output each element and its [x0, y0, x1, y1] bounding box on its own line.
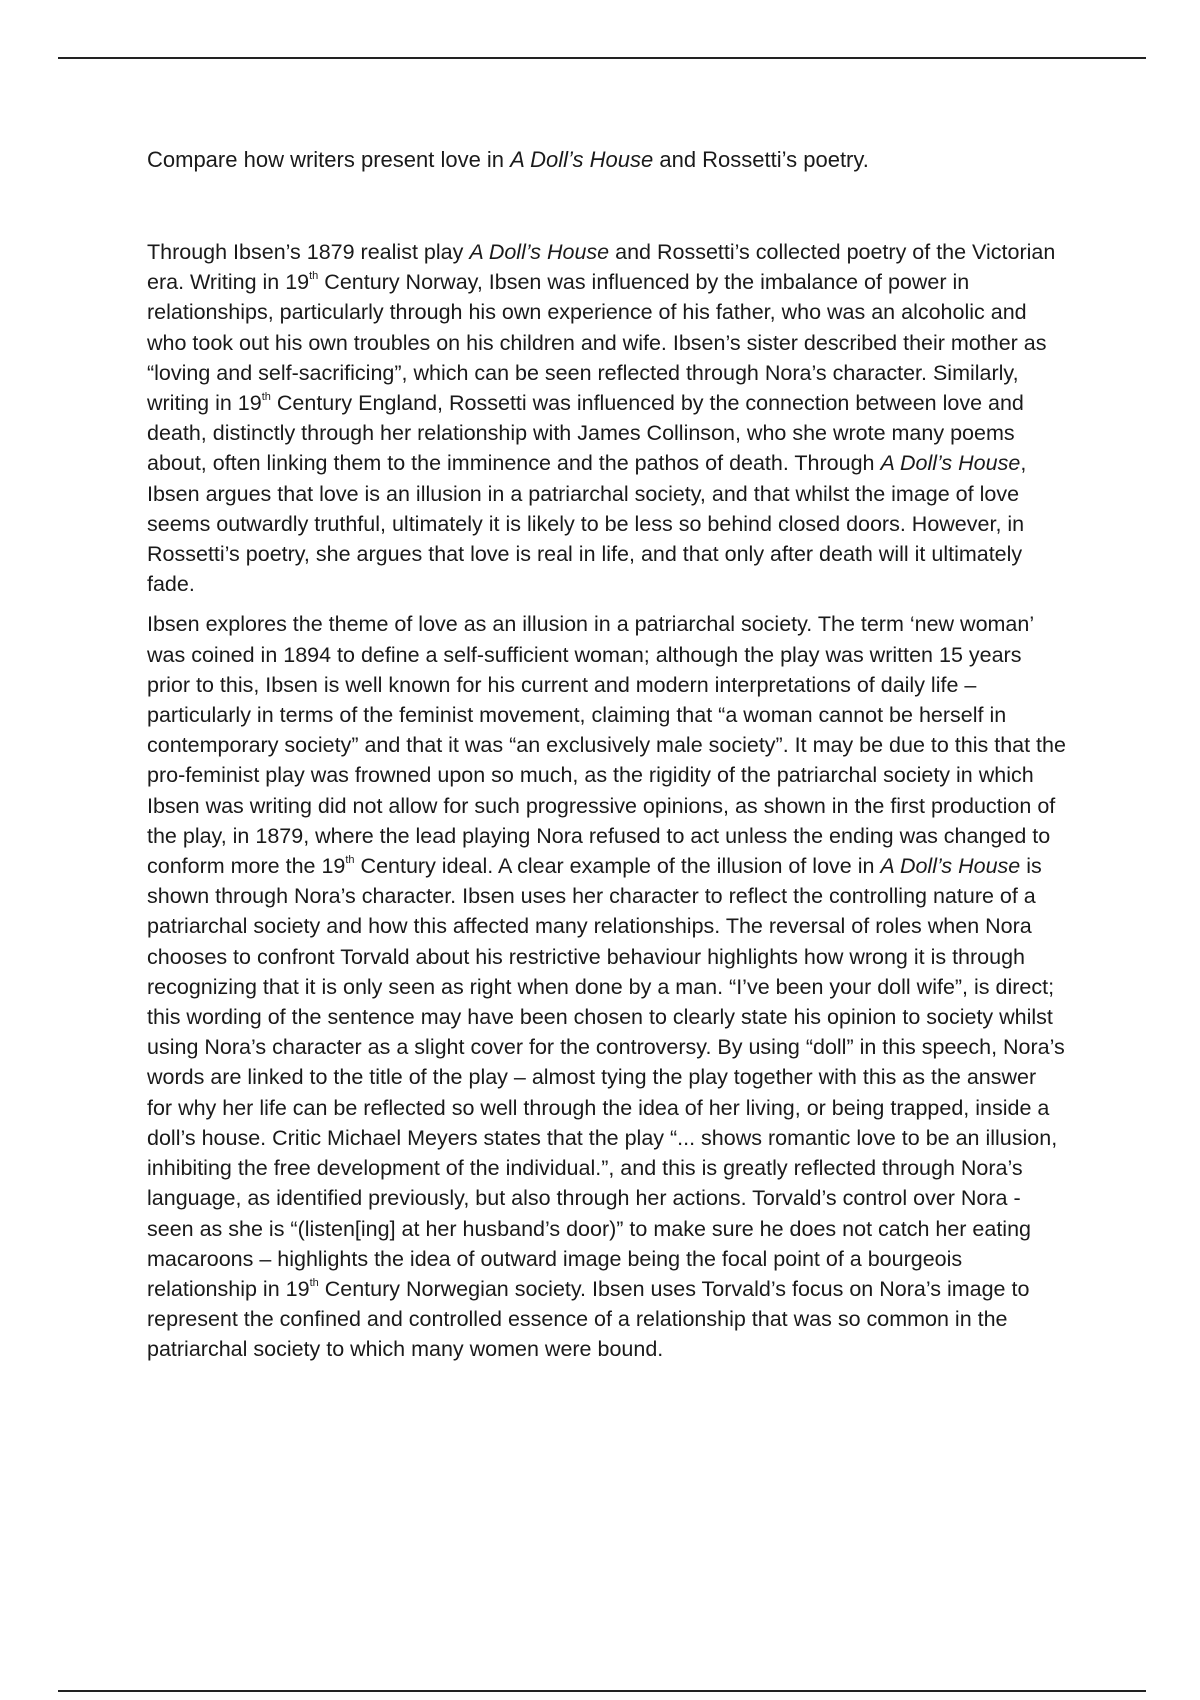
paragraph-text: Century Norway, Ibsen was influenced by the imbalance of power in relationships, particularly through his own experience of his father, who was an alcoholic and who took out his own troubles on his children and wife. Ibsen’s sister described their mother as “loving and self-sacrificing”, which can be seen reflected through Nora’s character. Similarly, writing in 19 [147, 270, 1047, 416]
header-rule [58, 57, 1146, 59]
document-body [147, 145, 1067, 1375]
paragraph-text: Through Ibsen’s 1879 realist play [147, 240, 470, 264]
ordinal-superscript: th [345, 853, 355, 866]
play-title: A Doll’s House [880, 451, 1021, 476]
play-title: A Doll’s House [510, 147, 654, 172]
play-title: A Doll’s House [469, 240, 610, 264]
essay-question [147, 145, 1067, 175]
paragraph-text: and Rossetti’s collected poetry of the Victorian era. Writing in 19 [147, 240, 1056, 295]
footer-rule [58, 1690, 1146, 1692]
ordinal-superscript: th [261, 390, 271, 403]
question-text: Compare how writers present love in [147, 147, 511, 172]
ordinal-superscript: th [309, 1276, 319, 1289]
paragraph-ibsen-love-illusion [147, 609, 1067, 1364]
question-text: and Rossetti’s poetry. [653, 147, 869, 172]
paragraph-text: , Ibsen argues that love is an illusion in a patriarchal society, and that whilst the image of love seems outwardly truthful, ultimately it is likely to be less so behind closed doors. However, in Rossetti’s poetry, she argues that love is real in life, and that only after death will it ultimately fade. [147, 451, 1027, 597]
paragraph-text: is shown through Nora’s character. Ibsen uses her character to reflect the controlling nature of a patriarchal society and how this affected many relationships. The reversal of roles when Nora chooses to confront Torvald about his restrictive behaviour highlights how wrong it is through recognizing that it is only seen as right when done by a man. “I’ve been your doll wife”, is direct; this wording of the sentence may have been chosen to clearly state his opinion to society whilst using Nora’s character as a slight cover for the controversy. By using “doll” in this speech, Nora’s words are linked to the title of the play – almost tying the play together with this as the answer for why her life can be reflected so well through the idea of her living, or being trapped, inside a doll’s house. Critic Michael Meyers states that the play “... shows romantic love to be an illusion, inhibiting the free development of the individual.”, and this is greatly reflected through Nora’s language, as identified previously, but also through her actions. Torvald’s control over Nora - seen as she is “(listen[ing] at her husband’s door)” to make sure he does not catch her eating macaroons – highlights the idea of outward image being the focal point of a bourgeois relationship in 19 [147, 854, 1065, 1301]
paragraph-introduction [147, 237, 1067, 599]
paragraph-text: Century Norwegian society. Ibsen uses Torvald’s focus on Nora’s image to represent the confined and controlled essence of a relationship that was so common in the patriarchal society to which many women were bound. [147, 1276, 1030, 1362]
play-title: A Doll’s House [880, 854, 1021, 879]
paragraph-text: Century England, Rossetti was influenced by the connection between love and death, distinctly through her relationship with James Collinson, who she wrote many poems about, often linking them to the imminence and the pathos of death. Through [147, 391, 1024, 476]
ordinal-superscript: th [309, 270, 319, 283]
paragraph-text: Century ideal. A clear example of the illusion of love in [354, 854, 881, 879]
paragraph-text: Ibsen explores the theme of love as an illusion in a patriarchal society. The term ‘new woman’ was coined in 1894 to define a self-sufficient woman; although the play was written 15 years prior to this, Ibsen is well known for his current and modern interpretations of daily life – particularly in terms of the feminist movement, claiming that “a woman cannot be herself in contemporary society” and that it was “an exclusively male society”. It may be due to this that the pro-feminist play was frowned upon so much, as the rigidity of the patriarchal society in which Ibsen was writing did not allow for such progressive opinions, as shown in the first production of the play, in 1879, where the lead playing Nora refused to act unless the ending was changed to conform more the 19 [147, 612, 1066, 879]
